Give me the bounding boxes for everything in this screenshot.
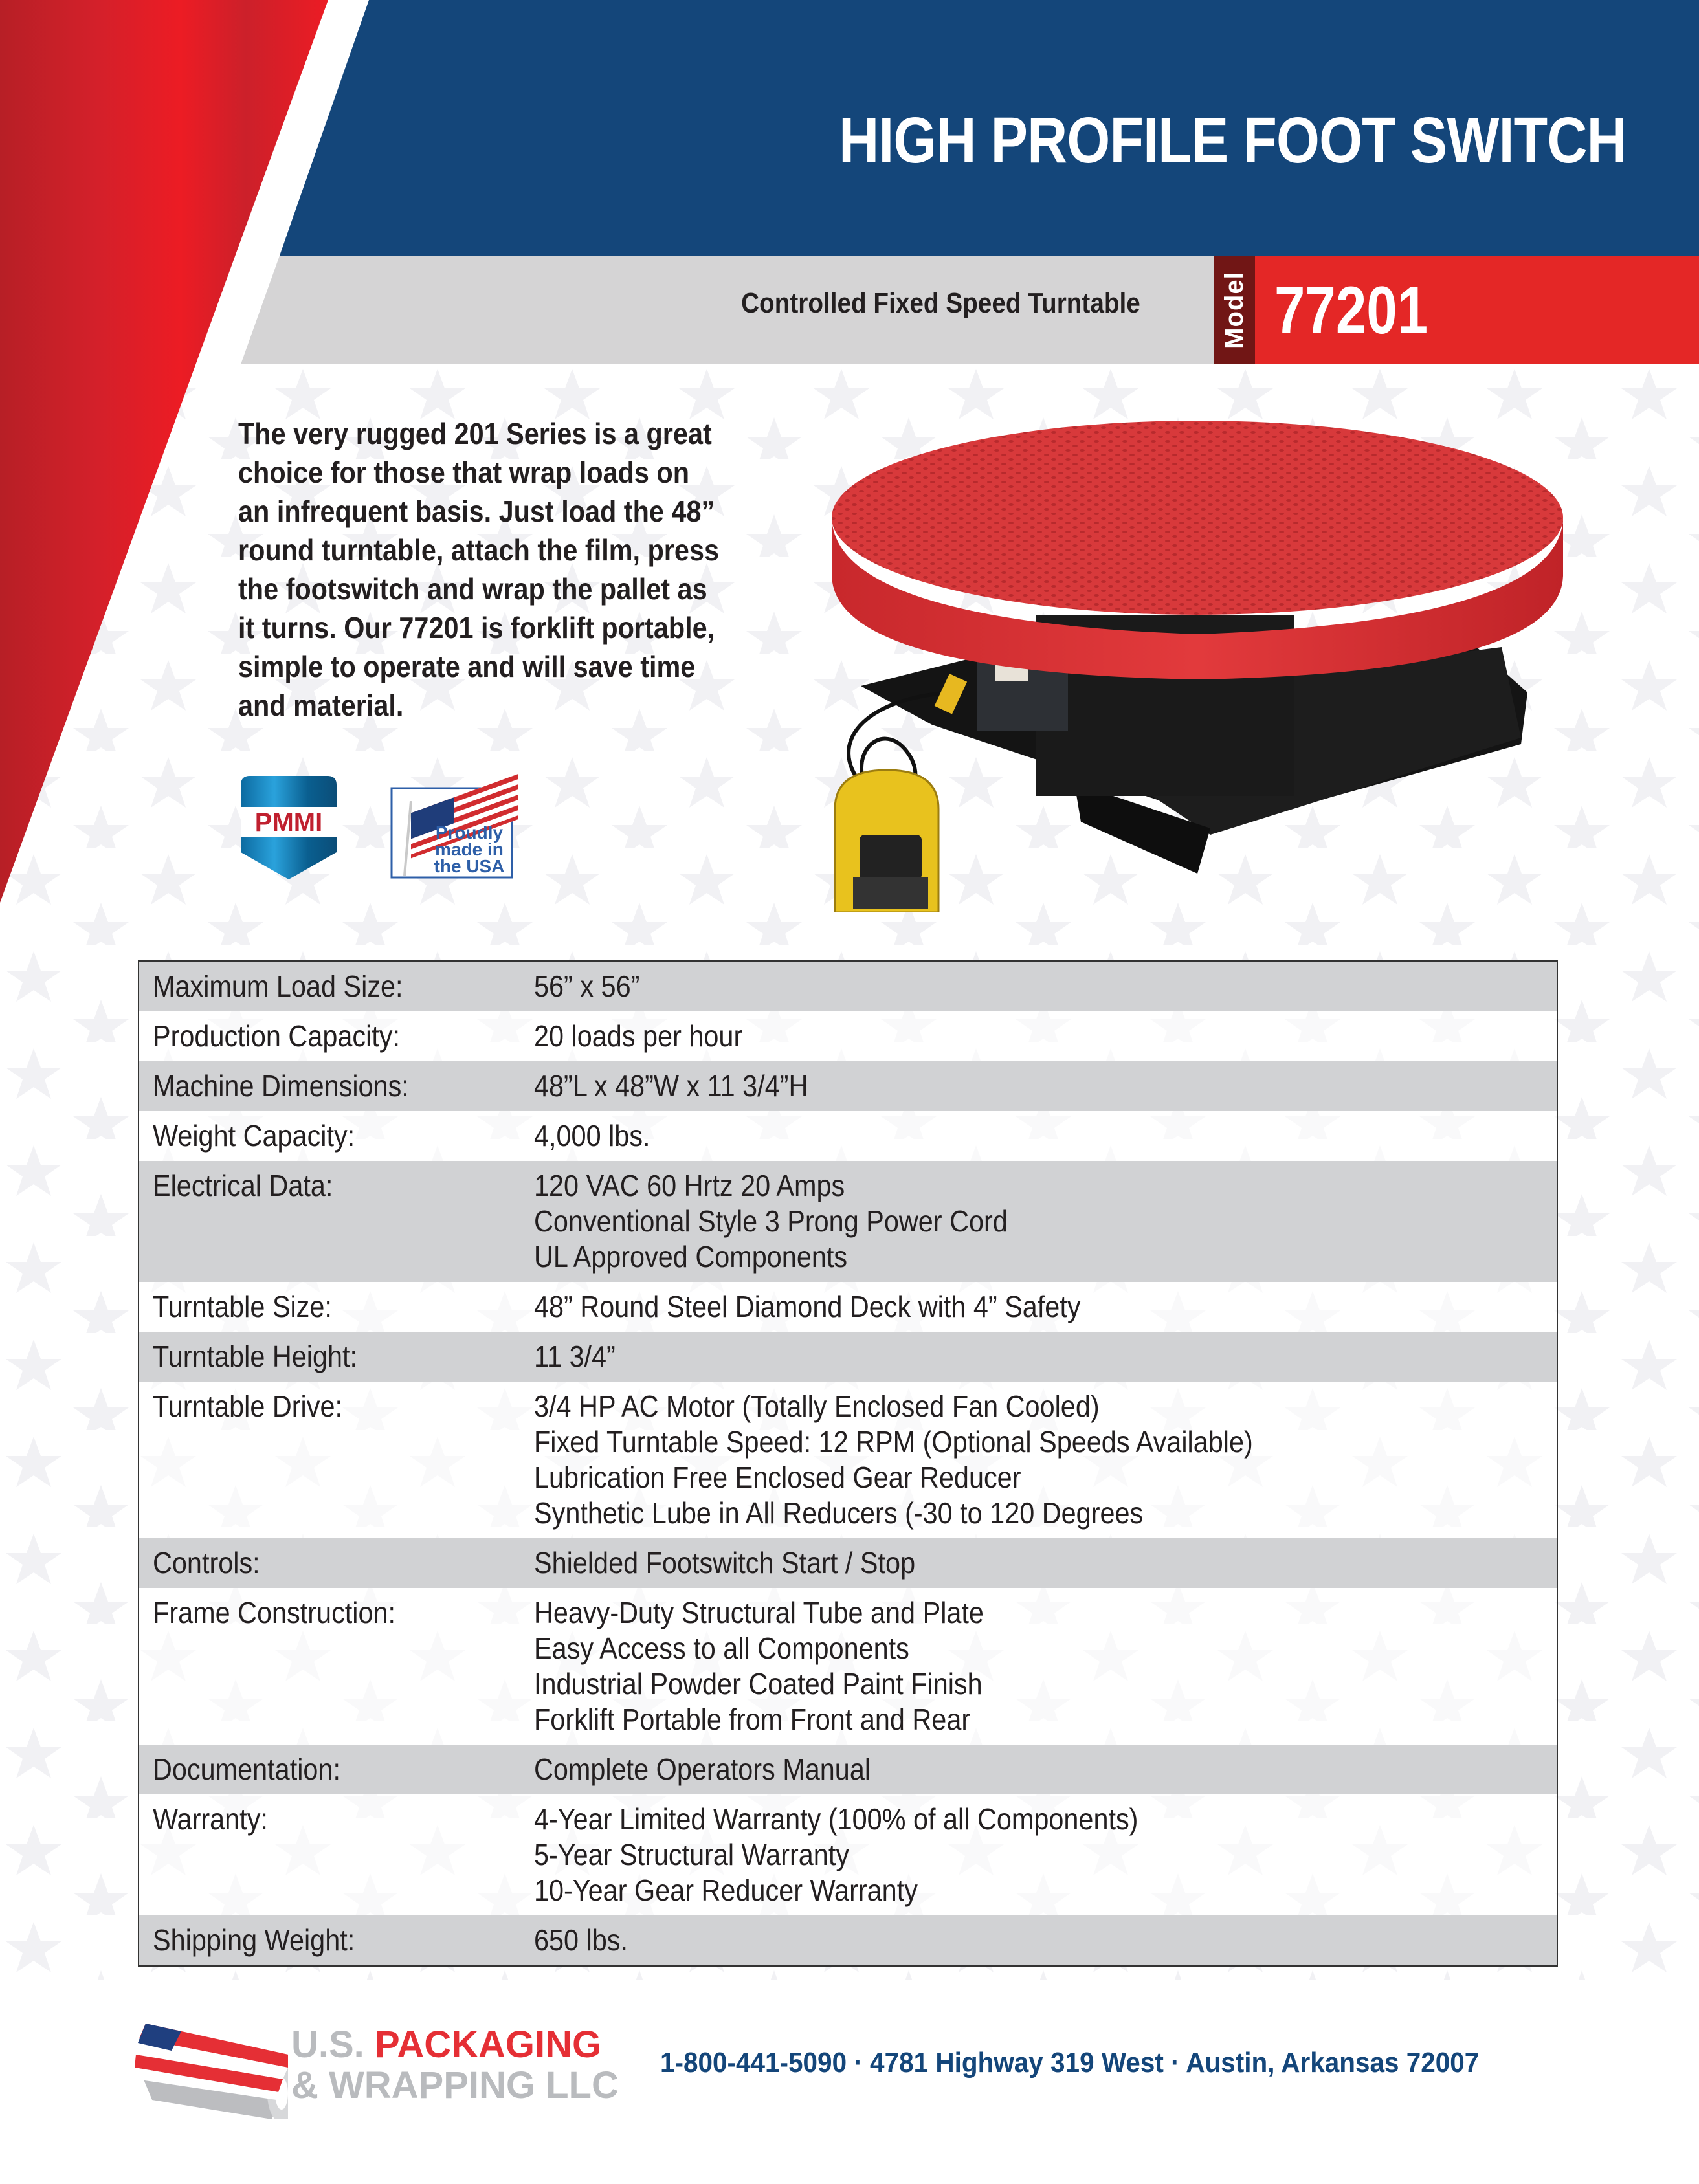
- spec-label: Frame Construction:: [153, 1596, 396, 1629]
- spec-row-turntable-drive: [139, 1382, 1557, 1538]
- svg-text:PMMI: PMMI: [254, 808, 323, 837]
- spec-label: Maximum Load Size:: [153, 969, 403, 1003]
- logo-text-line2: & WRAPPING LLC: [291, 2064, 619, 2106]
- page-title: HIGH PROFILE FOOT SWITCH: [839, 104, 1627, 177]
- spec-row-controls: [139, 1538, 1557, 1588]
- spec-value: 56” x 56”: [534, 969, 640, 1003]
- spec-label: Turntable Drive:: [153, 1389, 342, 1423]
- description-line: the footswitch and wrap the pallet as: [238, 572, 707, 606]
- description-line: The very rugged 201 Series is a great: [238, 417, 712, 450]
- spec-row-turntable-height: [139, 1332, 1557, 1382]
- spec-label: Electrical Data:: [153, 1169, 333, 1202]
- description-line: choice for those that wrap loads on: [238, 456, 689, 489]
- flag-roll-icon: [133, 2009, 288, 2119]
- svg-text:made in: made in: [435, 839, 504, 859]
- model-number: 77201: [1274, 273, 1428, 348]
- spec-row-turntable-size: [139, 1282, 1557, 1332]
- spec-label: Machine Dimensions:: [153, 1069, 409, 1103]
- spec-row-shipping-weight: [139, 1915, 1557, 1965]
- spec-value: Heavy-Duty Structural Tube and Plate Easy Access to all Components Industrial Powder Coated Paint Finish Forklift Portable from Front and Rear: [534, 1596, 984, 1736]
- spec-label: Turntable Height:: [153, 1340, 358, 1373]
- made-in-usa-badge: [390, 756, 520, 879]
- spec-row-machine-dimensions: [139, 1061, 1557, 1111]
- spec-row-max-load: [139, 962, 1557, 1011]
- spec-row-production-capacity: [139, 1011, 1557, 1061]
- product-subtitle: Controlled Fixed Speed Turntable: [741, 287, 1140, 319]
- spec-value: 48” Round Steel Diamond Deck with 4” Safety: [534, 1290, 1081, 1323]
- spec-row-documentation: [139, 1745, 1557, 1794]
- spec-label: Documentation:: [153, 1752, 340, 1786]
- spec-row-frame-construction: [139, 1588, 1557, 1745]
- company-logo: [133, 2009, 619, 2119]
- description-line: an infrequent basis. Just load the 48”: [238, 494, 715, 528]
- spec-value: 20 loads per hour: [534, 1019, 743, 1053]
- description-line: and material.: [238, 689, 404, 722]
- svg-text:Proudly: Proudly: [435, 822, 504, 843]
- spec-row-electrical-data: [139, 1161, 1557, 1282]
- spec-label: Shipping Weight:: [153, 1923, 355, 1957]
- logo-text-line1: U.S. PACKAGING: [291, 2024, 602, 2066]
- spec-table: [138, 960, 1558, 1967]
- product-image-turntable: [822, 421, 1573, 912]
- model-label: Model: [1219, 270, 1249, 349]
- description-line: it turns. Our 77201 is forklift portable,: [238, 611, 715, 645]
- spec-value: 650 lbs.: [534, 1923, 628, 1957]
- spec-value: Complete Operators Manual: [534, 1752, 871, 1786]
- spec-value: 3/4 HP AC Motor (Totally Enclosed Fan Cooled) Fixed Turntable Speed: 12 RPM (Optional Speeds Available) Lubrication Free Enclosed Gear Reducer Synthetic Lube in All Reducers (-30 to 120 Degrees: [534, 1389, 1253, 1530]
- model-label-tab: [1214, 256, 1255, 364]
- spec-value: 4-Year Limited Warranty (100% of all Components) 5-Year Structural Warranty 10-Year Gear Reducer Warranty: [534, 1802, 1138, 1907]
- spec-row-weight-capacity: [139, 1111, 1557, 1161]
- spec-value: 48”L x 48”W x 11 3/4”H: [534, 1069, 808, 1103]
- spec-label: Turntable Size:: [153, 1290, 332, 1323]
- pmmi-logo: [241, 776, 337, 879]
- spec-value: 120 VAC 60 Hrtz 20 Amps Conventional Style 3 Prong Power Cord UL Approved Components: [534, 1169, 1008, 1274]
- model-number-box: [1255, 256, 1699, 364]
- description-line: simple to operate and will save time: [238, 650, 696, 683]
- spec-value: 11 3/4”: [534, 1340, 616, 1373]
- product-description: [238, 414, 809, 725]
- spec-label: Weight Capacity:: [153, 1119, 355, 1153]
- spec-label: Warranty:: [153, 1802, 268, 1836]
- spec-value: Shielded Footswitch Start / Stop: [534, 1546, 916, 1580]
- spec-label: Production Capacity:: [153, 1019, 401, 1053]
- svg-text:the USA: the USA: [434, 856, 505, 876]
- spec-row-warranty: [139, 1794, 1557, 1915]
- description-line: round turntable, attach the film, press: [238, 533, 720, 567]
- spec-label: Controls:: [153, 1546, 260, 1580]
- contact-info: 1-800-441-5090 · 4781 Highway 319 West · Austin, Arkansas 72007: [660, 2047, 1480, 2079]
- spec-value: 4,000 lbs.: [534, 1119, 650, 1153]
